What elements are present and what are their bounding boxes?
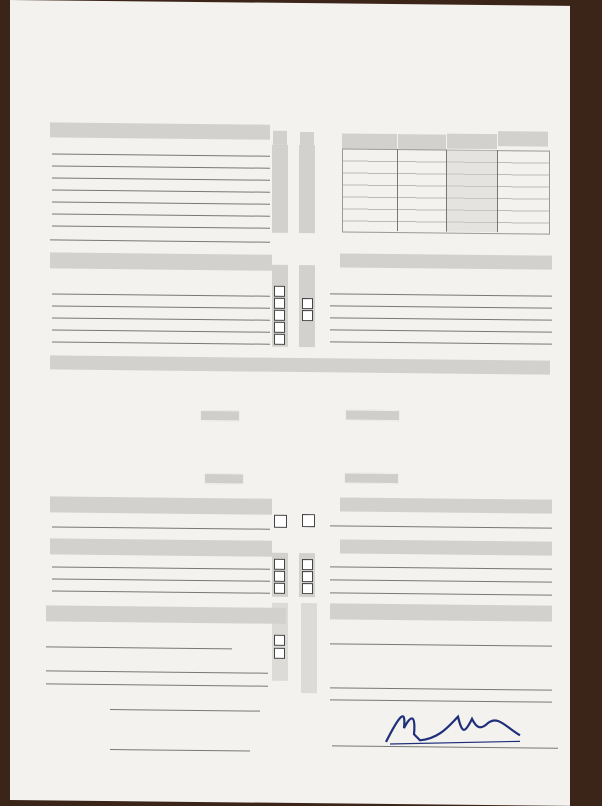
- reparatur-ja-box[interactable]: [274, 515, 287, 528]
- disclaimer-text: [332, 649, 552, 651]
- weitere-minus-1[interactable]: [302, 559, 313, 570]
- leinenlaengen-bemerkung: [340, 253, 552, 269]
- stamp-nein-box[interactable]: [274, 648, 285, 659]
- ll-item-1: [54, 284, 266, 286]
- ll-check-4[interactable]: [274, 322, 285, 333]
- weitere-minus-3[interactable]: [302, 583, 313, 594]
- reparatur-nein-box[interactable]: [302, 514, 315, 527]
- ll-item-2: [54, 296, 266, 298]
- ll-item-5: [54, 332, 266, 334]
- ll-check-5[interactable]: [274, 334, 285, 345]
- trim-grid-top: [10, 0, 570, 6]
- leinenfestigkeit-heading: [50, 122, 270, 139]
- stabi-left-change: [204, 473, 244, 484]
- weitere-check-1[interactable]: [274, 559, 285, 570]
- ll-item-4: [54, 320, 266, 322]
- ll-item-3: [54, 308, 266, 310]
- protocol-sheet: [10, 0, 570, 806]
- leinenlaengen-heading: [50, 252, 272, 270]
- trim-grid-bottom: [10, 0, 570, 6]
- stabi-left-value: [200, 410, 240, 421]
- weitere-check-2[interactable]: [274, 571, 285, 582]
- nachpruef-heading: [46, 605, 286, 624]
- stamp-ja-box[interactable]: [274, 635, 285, 646]
- stabi-right-change: [344, 472, 399, 484]
- col-plus: [273, 131, 287, 145]
- weitere-minus-2[interactable]: [302, 571, 313, 582]
- col-position: [447, 134, 497, 150]
- reparatur-bemerkung: [340, 497, 552, 513]
- col-stamm: [342, 133, 397, 149]
- reparatur-heading: [50, 496, 272, 514]
- col-galerie: [498, 131, 548, 147]
- weitere-item-2: [54, 569, 258, 571]
- ll-minus-box-1[interactable]: [302, 298, 313, 309]
- weitere-heading: [50, 538, 272, 556]
- ll-check-3[interactable]: [274, 310, 285, 321]
- stabi-right-value: [345, 410, 400, 422]
- col-kaskade: [398, 134, 446, 150]
- ll-check-1[interactable]: [274, 286, 285, 297]
- ll-minus-box-2[interactable]: [302, 310, 313, 321]
- leinenlaengen-trimm-heading: [50, 355, 550, 374]
- weitere-check-3[interactable]: [274, 583, 285, 594]
- weitere-bemerkung: [340, 539, 552, 555]
- gesamtzustand-heading: [330, 603, 552, 621]
- ll-check-2[interactable]: [274, 298, 285, 309]
- weitere-item-1: [54, 557, 258, 559]
- col-minus: [300, 132, 314, 146]
- weitere-item-3: [54, 581, 258, 583]
- signature: [380, 704, 530, 752]
